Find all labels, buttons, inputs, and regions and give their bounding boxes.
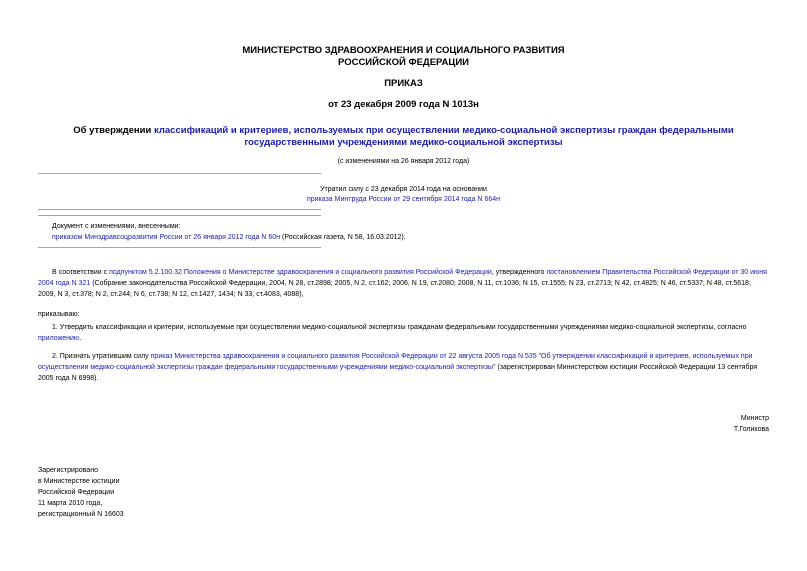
title-link[interactable]: классификаций и критериев, используемых при осуществлении медико-социальной экспертизы граждан федеральными государственными учреждениями медико-социальной экспертизы xyxy=(153,125,734,148)
expired-line: Утратил силу с 23 декабря 2014 года на основании xyxy=(320,186,487,193)
registration xyxy=(38,465,288,520)
amendments-link[interactable]: приказом Минздравсоцразвития России от 26 января 2012 года N 60н xyxy=(52,234,281,241)
document-title xyxy=(48,125,759,149)
registration-line-4: 11 марта 2010 года, xyxy=(38,500,103,507)
registration-line-3: Российской Федерации xyxy=(38,489,115,496)
item-1-text: 1. Утвердить классификации и критерии, используемые при осуществлении медико-социальной экспертизы гражданам федеральными государственными учреждениями медико-социальной экспертизы, согласно xyxy=(52,324,747,331)
divider xyxy=(38,173,321,174)
preamble-link-1[interactable]: подпунктом 5.2.100.32 Положения о Министерстве здравоохранения и социального развития Российской Федерации xyxy=(109,269,492,276)
title-prefix: Об утверждении xyxy=(73,125,154,136)
divider xyxy=(38,247,321,248)
registration-line-1: Зарегистрировано xyxy=(38,467,98,474)
doc-date-number: от 23 декабря 2009 года N 1013н xyxy=(328,99,479,110)
ministry-heading xyxy=(38,45,769,69)
preamble xyxy=(38,267,769,300)
preamble-text-2: , утвержденного xyxy=(491,269,547,276)
item-2 xyxy=(38,351,769,384)
signature xyxy=(600,413,769,435)
signature-role: Министр xyxy=(740,415,769,422)
item-2-text: 2. Признать утратившим силу xyxy=(52,353,151,360)
divider xyxy=(38,215,321,216)
signature-name: Т.Голикова xyxy=(733,426,769,433)
preamble-text-1: В соответствии с xyxy=(52,269,110,276)
order-word: приказываю: xyxy=(38,311,80,318)
item-1-end: . xyxy=(79,335,82,342)
item-1-link[interactable]: приложению xyxy=(38,335,80,342)
expired-link[interactable]: приказа Минтруда России от 29 сентября 2014 года N 664н xyxy=(306,196,501,203)
ministry-line-1: МИНИСТЕРСТВО ЗДРАВООХРАНЕНИЯ И СОЦИАЛЬНОГО РАЗВИТИЯ xyxy=(242,45,565,56)
amendments-line xyxy=(52,233,752,244)
preamble-link-2[interactable]: постановлением Правительства Российской Федерации от 30 июня 2004 года N 321 xyxy=(38,269,767,287)
preamble-text-3: (Собрание законодательства Российской Федерации, 2004, N 28, ст.2898; 2005, N 2, ст.162; 2006, N 19, ст.2080; 2008, N 11, ст.1036; N 15, ст.1555; N 23, ст.2713; N 42, ст.4825; N 46, ст.5337; N 48, ст.5618; 2009, N 3, ст.378; N 2, ст.244; N 6, ст.738; N 12, ст.1427, 1434; N 33, ст.4083, 4088), xyxy=(38,280,751,298)
registration-line-5: регистрационный N 16603 xyxy=(38,511,124,518)
item-1 xyxy=(38,322,769,344)
doc-type: ПРИКАЗ xyxy=(384,78,423,89)
amendments-suffix: (Российская газета, N 58, 16.03.2012). xyxy=(280,234,406,241)
item-2-link[interactable]: приказ Министерства здравоохранения и социального развития Российской Федерации от 22 августа 2005 года N 535 "Об утверждении классификаций и критериев, используемых при осуществлении медико-социальной экспертизы граждан федеральными государственными учреждениями медико-социальной экспертизы" xyxy=(38,353,753,371)
amendments-intro: Документ с изменениями, внесенными: xyxy=(52,223,181,230)
ministry-line-2: РОССИЙСКОЙ ФЕДЕРАЦИИ xyxy=(337,57,469,68)
revision-note: (с изменениями на 26 января 2012 года) xyxy=(337,158,470,165)
registration-line-2: в Министерстве юстиции xyxy=(38,478,120,485)
divider xyxy=(38,209,321,210)
item-2-end: (зарегистрирован Министерством юстиции Российской Федерации 13 сентября 2005 года N 6998). xyxy=(38,364,758,382)
